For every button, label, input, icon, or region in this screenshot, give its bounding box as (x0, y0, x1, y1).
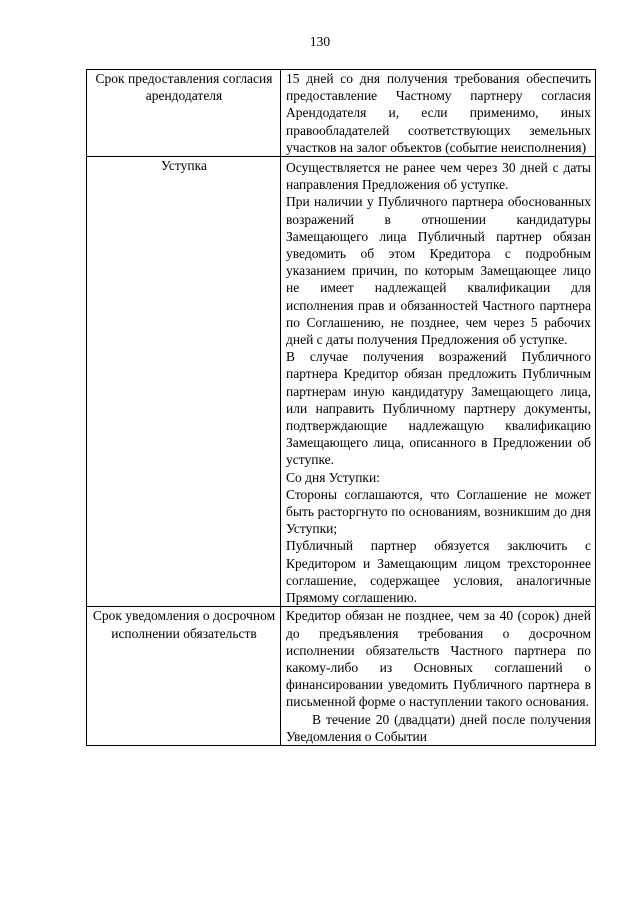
paragraph: Со дня Уступки: (286, 469, 380, 485)
paragraph: Публичный партнер обязуется заключить с Кредитором и Замещающим лицом трехстороннее соглашение, содержащее условия, аналогичные Прямому соглашению. (286, 538, 591, 606)
description-cell (281, 70, 596, 157)
table-row (87, 70, 596, 157)
paragraph: Осуществляется не ранее чем через 30 дней с даты направления Предложения об уступке. (286, 160, 591, 193)
table-row (87, 157, 596, 607)
term-cell: Срок уведомления о досрочном исполнении обязательств (87, 607, 281, 746)
terms-table (86, 69, 596, 746)
paragraph: В случае получения возражений Публичного партнера Кредитор обязан предложить Публичным партнерам иную кандидатуру Замещающего лица, или направить Публичному партнеру документы, подтверждающие надлежащую квалификацию Замещающего лица, описанного в Предложении об уступке. (286, 349, 591, 468)
table-row (87, 607, 596, 746)
term-cell: Срок предоставления согласия арендодателя (87, 70, 281, 157)
term-cell: Уступка (87, 157, 281, 607)
paragraph: Стороны соглашаются, что Соглашение не может быть расторгнуто по основаниям, возникшим до дня Уступки; (286, 486, 591, 537)
paragraph: При наличии у Публичного партнера обоснованных возражений в отношении кандидатуры Замещающего лица Публичный партнер обязан уведомить об этом Кредитора с подробным указанием причин, по которым Замещающее лицо не имеет надлежащей квалификации для исполнения прав и обязанностей Частного партнера по Соглашению, не позднее, чем через 5 рабочих дней с даты получения Предложения об уступке. (286, 194, 591, 348)
paragraph: 15 дней со дня получения требования обеспечить предоставление Частному партнеру согласия Арендодателя и, если применимо, иных правообладателей соответствующих земельных участков на залог объектов (событие неисполнения) (286, 71, 591, 155)
page-number: 130 (309, 34, 331, 49)
description-cell (281, 157, 596, 607)
paragraph: Кредитор обязан не позднее, чем за 40 (сорок) дней до предъявления требования о досрочном исполнении обязательств Частного партнера по какому-либо из Основных соглашений о финансировании уведомить Публичного партнера в письменной форме о наступлении такого основания. (286, 608, 591, 710)
paragraph: В течение 20 (двадцати) дней после получения Уведомления о Событии (286, 711, 591, 744)
description-cell (281, 607, 596, 746)
